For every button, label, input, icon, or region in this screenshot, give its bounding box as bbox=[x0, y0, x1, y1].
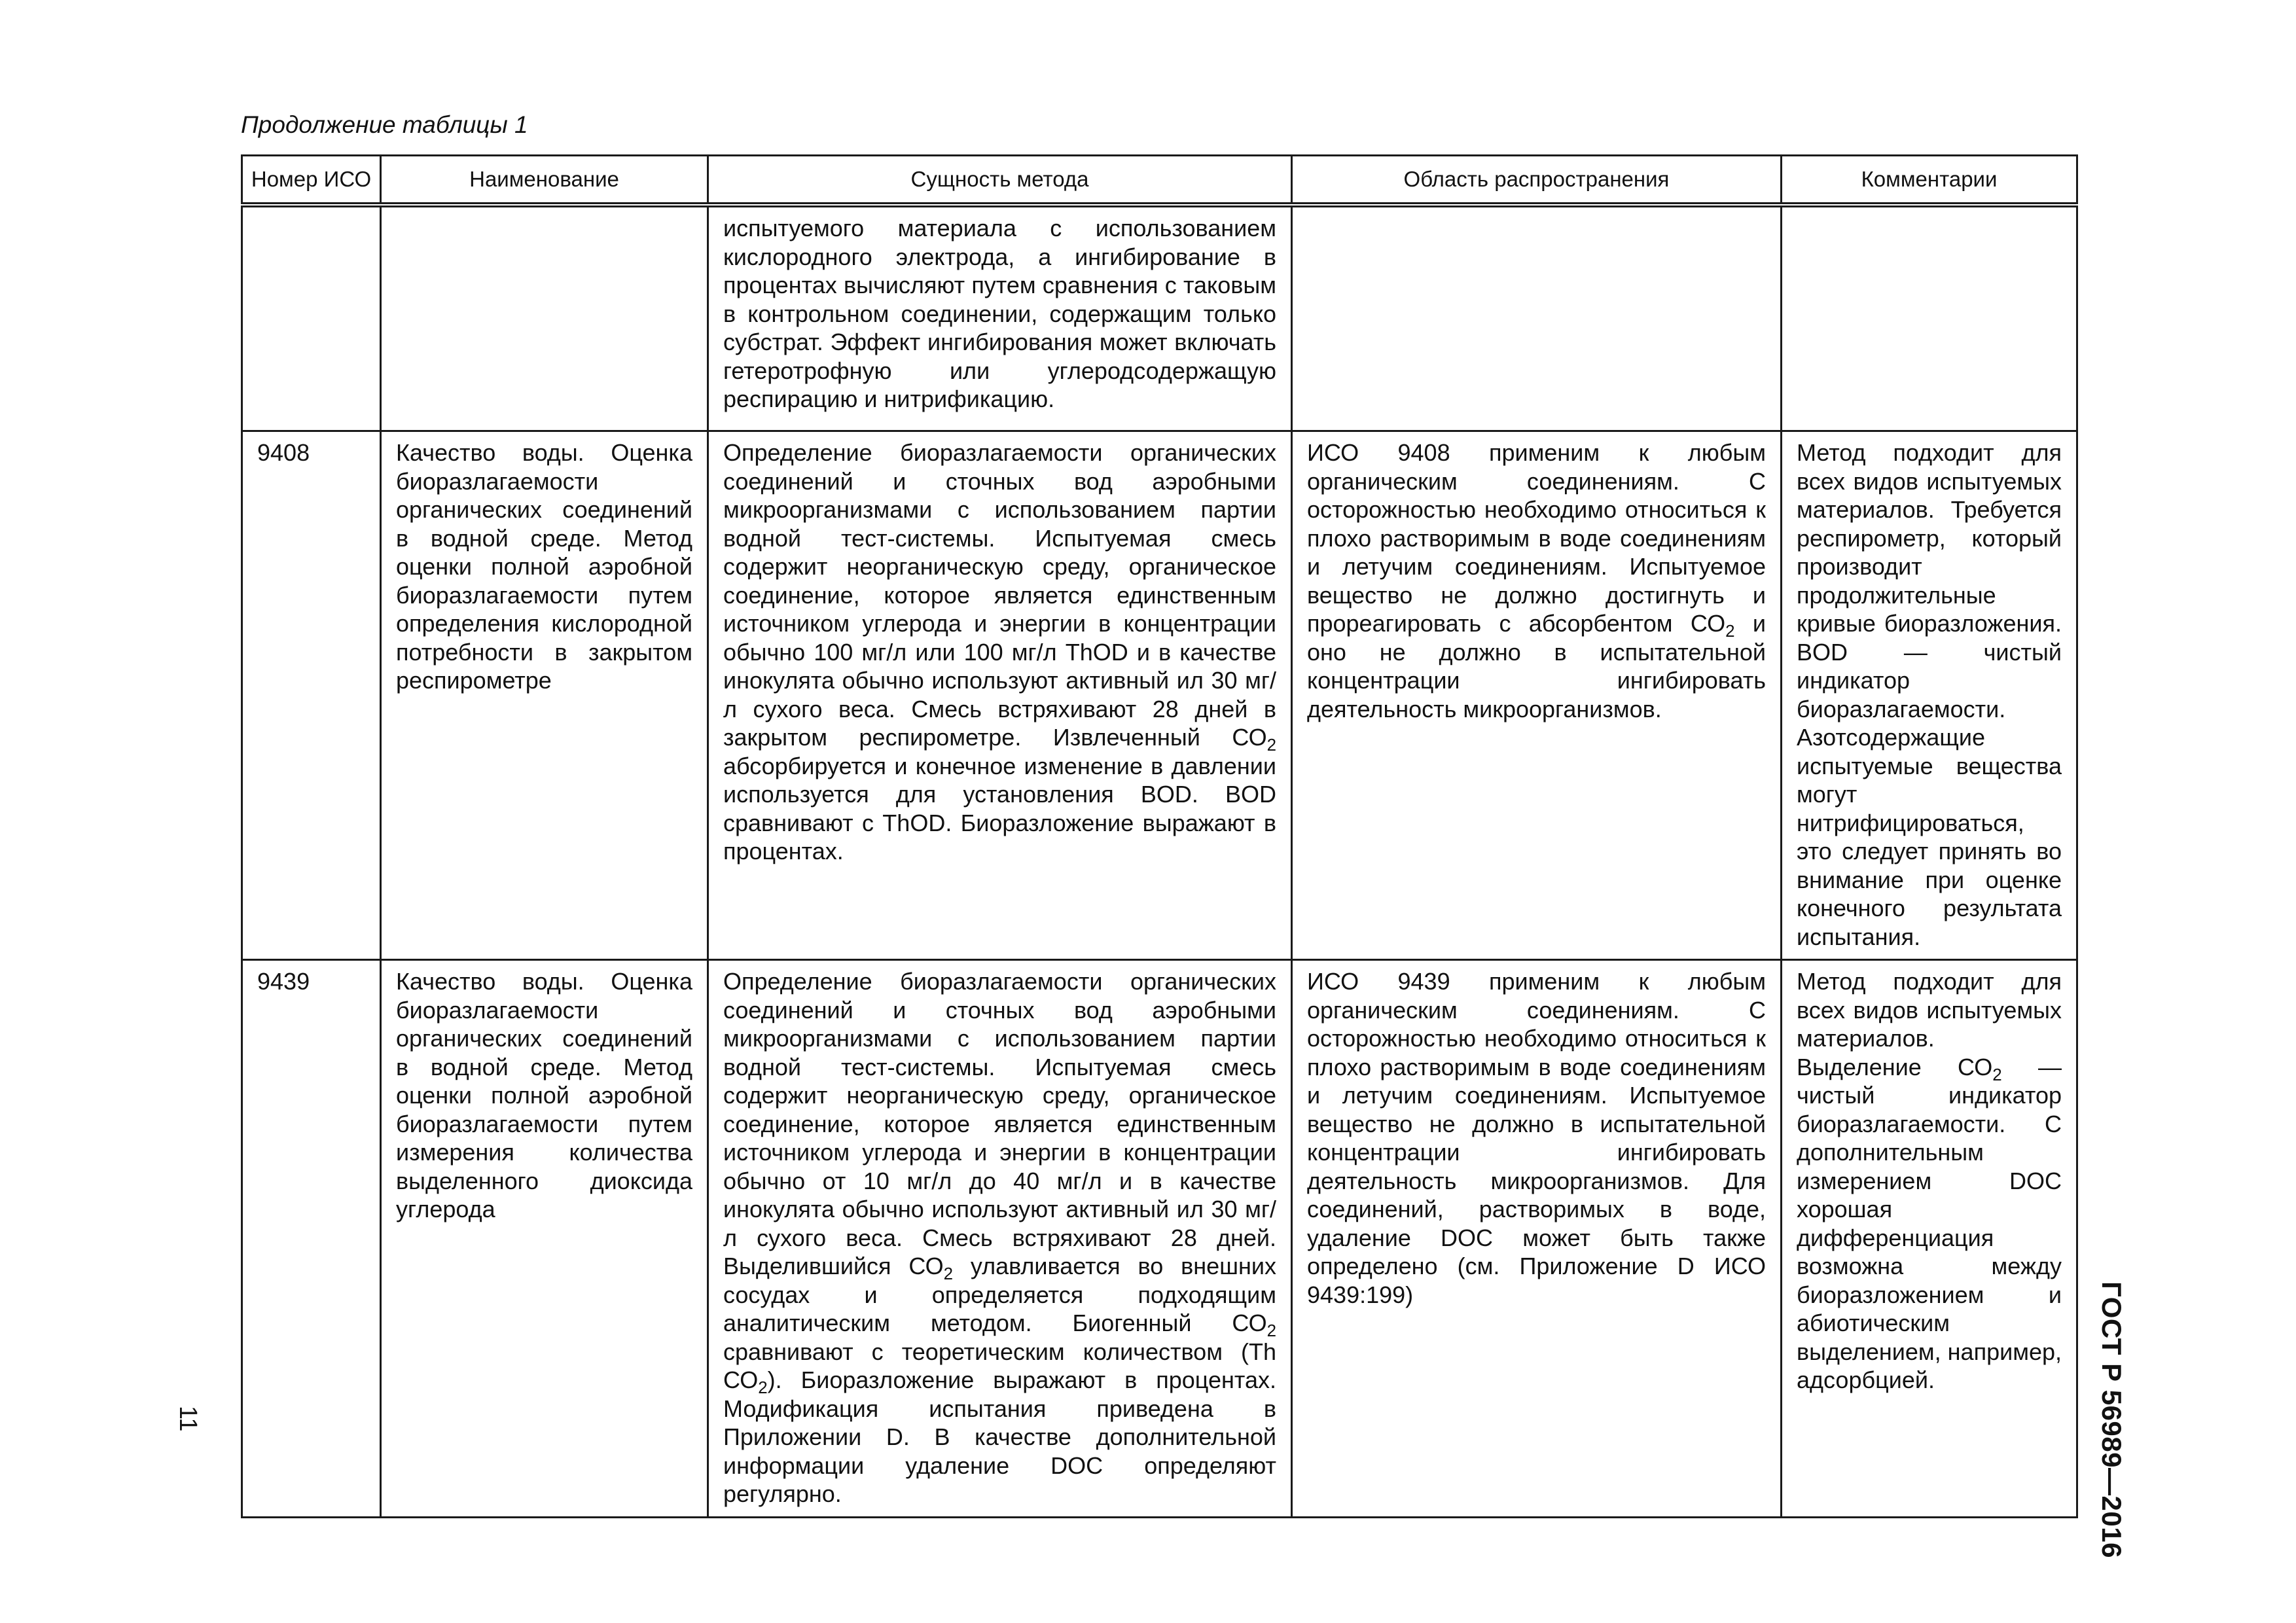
cell-method bbox=[708, 960, 1292, 1518]
standards-table bbox=[241, 154, 2078, 1518]
cell-comments: Метод подходит для всех видов испытуемых материалов. Требуется респирометр, который производит продолжительные кривые биоразложения. BOD — чистый индикатор биоразлагаемости. Азотсодержащие испытуемые вещества могут нитрифицироваться, это следует принять во внимание при оценке конечного результата испытания. bbox=[1782, 431, 2077, 960]
cell-comments bbox=[1782, 205, 2077, 431]
cell-method: испытуемого материала с использованием кислородного электрода, а ингибирование в процентах вычисляют путем сравнения с таковым в контрольном соединении, содержащим только субстрат. Эффект ингибирования может включать гетеротрофную или углеродсодержащую респирацию и нитрификацию. bbox=[708, 205, 1292, 431]
text-segment: Метод подходит для всех видов испытуемых материалов. Выделение СО bbox=[1797, 968, 2062, 1080]
text-segment: ИСО 9408 применим к любым органическим соединениям. С осторожностью необходимо относиться к плохо растворимым в воде соединениям и летучим соединениям. Испытуемое вещество не должно достигнуть и прореагировать с абсорбентом СО bbox=[1307, 439, 1766, 637]
header-comments: Комментарии bbox=[1782, 156, 2077, 205]
header-name: Наименование bbox=[381, 156, 708, 205]
page-number: 11 bbox=[174, 1406, 202, 1432]
cell-name: Качество воды. Оценка биоразлагаемости органических соединений в водной среде. Метод оценки полной аэробной биоразлагаемости путем определения кислородной потребности в закрытом респирометре bbox=[381, 431, 708, 960]
table-row bbox=[242, 960, 2077, 1518]
subscript: 2 bbox=[1266, 736, 1276, 755]
table-caption: Продолжение таблицы 1 bbox=[241, 111, 528, 138]
text-segment: — чистый индикатор биоразлагаемости. С дополнительным измерением DOC хорошая дифференциация возможна между биоразложением и абиотическим выделением, например, адсорбцией. bbox=[1797, 1053, 2062, 1393]
header-method-essence: Сущность метода bbox=[708, 156, 1292, 205]
cell-name bbox=[381, 205, 708, 431]
text-segment: Определение биоразлагаемости органических соединений и сточных вод аэробными микроорганизмами с использованием партии водной тест-системы. Испытуемая смесь содержит неорганическую среду, органическое соединение, которое является единственным источником углерода и энергии в концентрации обычно 100 мг/л или 100 мг/л ThOD и в качестве инокулята обычно используют активный ил 30 мг/л сухого веса. Смесь встряхивают 28 дней в закрытом респирометре. Извлеченный СО bbox=[723, 439, 1276, 751]
subscript: 2 bbox=[1992, 1065, 2002, 1084]
subscript: 2 bbox=[943, 1264, 954, 1283]
cell-iso-number: 9408 bbox=[242, 431, 381, 960]
cell-name: Качество воды. Оценка биоразлагаемости органических соединений в водной среде. Метод оценки полной аэробной биоразлагаемости путем измерения количества выделенного диоксида углерода bbox=[381, 960, 708, 1518]
subscript: 2 bbox=[758, 1378, 768, 1397]
document-code: ГОСТ Р 56989—2016 bbox=[2096, 1281, 2127, 1558]
cell-iso-number bbox=[242, 205, 381, 431]
cell-scope bbox=[1292, 205, 1782, 431]
cell-scope: ИСО 9439 применим к любым органическим соединениям. С осторожностью необходимо относиться к плохо растворимым в воде соединениям и летучим соединениям. Испытуемое вещество не должно в испытательной концентрации ингибировать деятельность микроорганизмов. Для соединений, растворимых в воде, удаление DOC может быть также определено (см. Приложение D ИСО 9439:199) bbox=[1292, 960, 1782, 1518]
header-iso-number: Номер ИСО bbox=[242, 156, 381, 205]
cell-scope bbox=[1292, 431, 1782, 960]
text-segment: абсорбируется и конечное изменение в давлении используется для установления BOD. BOD сравнивают с ThOD. Биоразложение выражают в процентах. bbox=[723, 752, 1276, 865]
text-segment: и оно не должно в испытательной концентрации ингибировать деятельность микроорганизмов. bbox=[1307, 610, 1766, 722]
subscript: 2 bbox=[1266, 1321, 1276, 1340]
header-scope: Область распространения bbox=[1292, 156, 1782, 205]
text-segment: сравнивают с теоретическим количеством (Th СО bbox=[723, 1338, 1276, 1393]
text-segment: Определение биоразлагаемости органических соединений и сточных вод аэробными микроорганизмами с использованием партии водной тест-системы. Испытуемая смесь содержит неорганическую среду, органическое соединение, которое является единственным источником углерода и энергии в концентрации обычно от 10 мг/л до 40 мг/л и в качестве инокулята обычно используют активный ил 30 мг/л сухого веса. Смесь встряхивают 28 дней. Выделившийся СО bbox=[723, 968, 1276, 1279]
cell-method bbox=[708, 431, 1292, 960]
table-header-row bbox=[242, 156, 2077, 205]
cell-iso-number: 9439 bbox=[242, 960, 381, 1518]
text-segment: улавливается во внешних сосудах и определяется подходящим аналитическим методом. Биогенный СО bbox=[723, 1253, 1276, 1336]
subscript: 2 bbox=[1725, 622, 1735, 641]
table-row bbox=[242, 431, 2077, 960]
table-row bbox=[242, 205, 2077, 431]
cell-comments bbox=[1782, 960, 2077, 1518]
text-segment: ). Биоразложение выражают в процентах. Модификация испытания приведена в Приложении D. В качестве дополнительной информации удаление DOC определяют регулярно. bbox=[723, 1366, 1276, 1507]
